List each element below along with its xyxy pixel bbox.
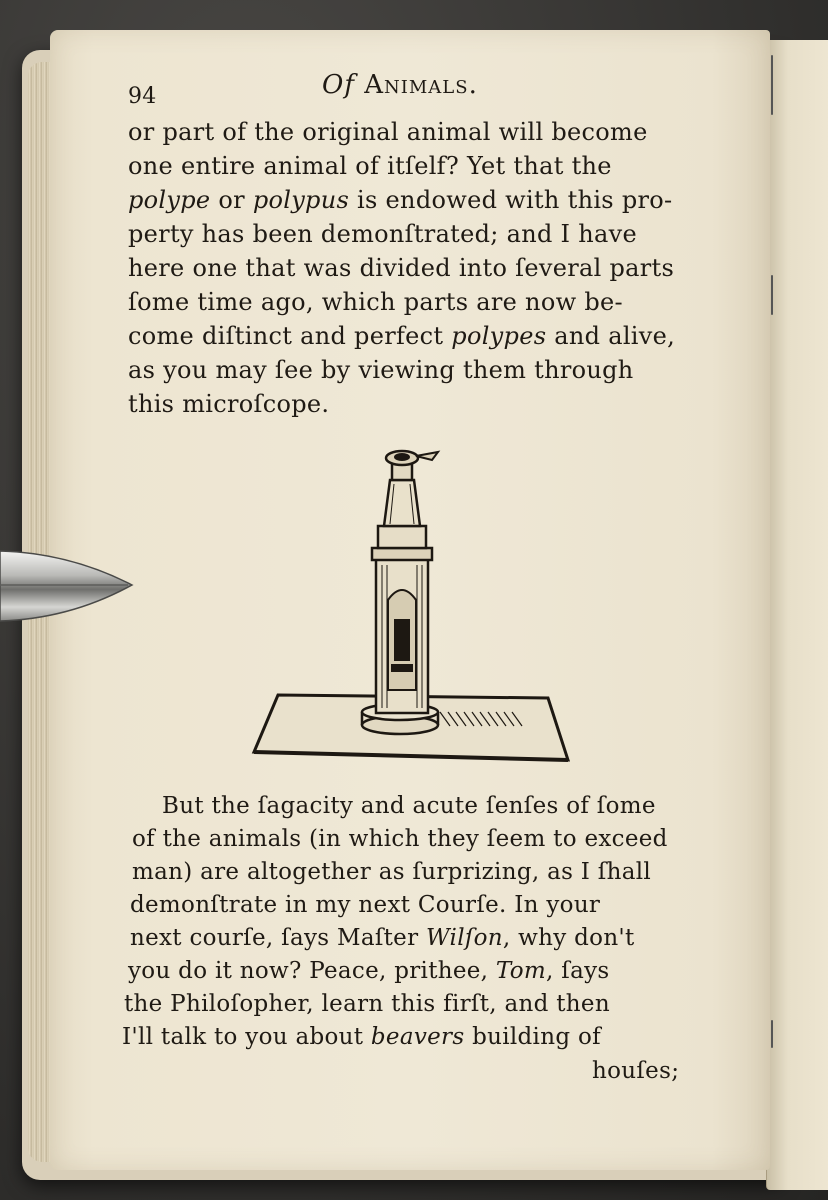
paragraph-1-line	[128, 390, 329, 418]
text-run: you do it now? Peace, prithee,	[128, 958, 496, 984]
text-run: of the animals (in which they ſeem to exceed	[132, 826, 668, 852]
italic-word: Wilſon	[426, 925, 503, 951]
text-run: is endowed with this pro-	[349, 186, 673, 214]
paragraph-2-line	[130, 925, 635, 951]
text-run: here one that was divided into ſeveral parts	[128, 254, 675, 282]
facing-page-mark	[771, 1020, 773, 1048]
text-run: I'll talk to you about	[122, 1024, 371, 1050]
running-head-of: Of	[322, 70, 355, 100]
running-head-animals: Animals.	[364, 70, 478, 100]
text-run: come diſtinct and perfect	[128, 322, 452, 350]
paragraph-2-line	[124, 991, 610, 1017]
paragraph-2-line	[162, 793, 656, 819]
microscope-illustration	[250, 440, 570, 770]
paragraph-1-line	[128, 118, 648, 146]
paragraph-2-line	[132, 826, 668, 852]
paragraph-1-line	[128, 322, 675, 350]
text-run: ſome time ago, which parts are now be-	[128, 288, 623, 316]
text-run: as you may ſee by viewing them through	[128, 356, 634, 384]
paragraph-1-line	[128, 254, 674, 282]
metal-pointer-icon	[0, 545, 135, 627]
paragraph-1-line	[128, 288, 623, 316]
text-run: But the ſagacity and acute ſenſes of ſome	[162, 793, 656, 819]
facing-page-mark	[771, 275, 773, 315]
text-run: demonſtrate in my next Courſe. In your	[130, 892, 601, 918]
text-run: next courſe, ſays Maſter	[130, 925, 426, 951]
facing-page-edge	[766, 40, 828, 1190]
italic-word: beavers	[370, 1024, 465, 1050]
paragraph-1-line	[128, 220, 637, 248]
page-number: 94	[128, 84, 157, 109]
text-run: one entire animal of itſelf? Yet that the	[128, 152, 612, 180]
catchword: houſes;	[592, 1058, 680, 1084]
paragraph-1-line	[128, 356, 634, 384]
text-run: and alive,	[546, 322, 676, 350]
facing-page-mark	[771, 55, 773, 115]
text-run: building of	[464, 1024, 601, 1050]
paragraph-2-line	[132, 859, 651, 885]
text-run: , why don't	[502, 925, 635, 951]
text-run: perty has been demonſtrated; and I have	[128, 220, 637, 248]
text-run: , ſays	[546, 958, 610, 984]
paragraph-2-line	[122, 1024, 601, 1050]
paragraph-2-line	[130, 892, 600, 918]
italic-word: Tom	[495, 958, 547, 984]
text-run: man) are altogether as ſurprizing, as I ſhall	[132, 859, 652, 885]
text-run: the Philoſopher, learn this firſt, and then	[124, 991, 610, 1017]
text-run: or part of the original animal will become	[128, 118, 648, 146]
running-head	[322, 70, 478, 100]
text-run: or	[210, 186, 253, 214]
italic-word: polypes	[451, 322, 547, 350]
italic-word: polypus	[252, 186, 350, 214]
paragraph-2-line	[128, 958, 609, 984]
paragraph-1-line	[128, 186, 672, 214]
paragraph-1-line	[128, 152, 612, 180]
text-run: this microſcope.	[128, 390, 330, 418]
italic-word: polype	[128, 186, 211, 214]
